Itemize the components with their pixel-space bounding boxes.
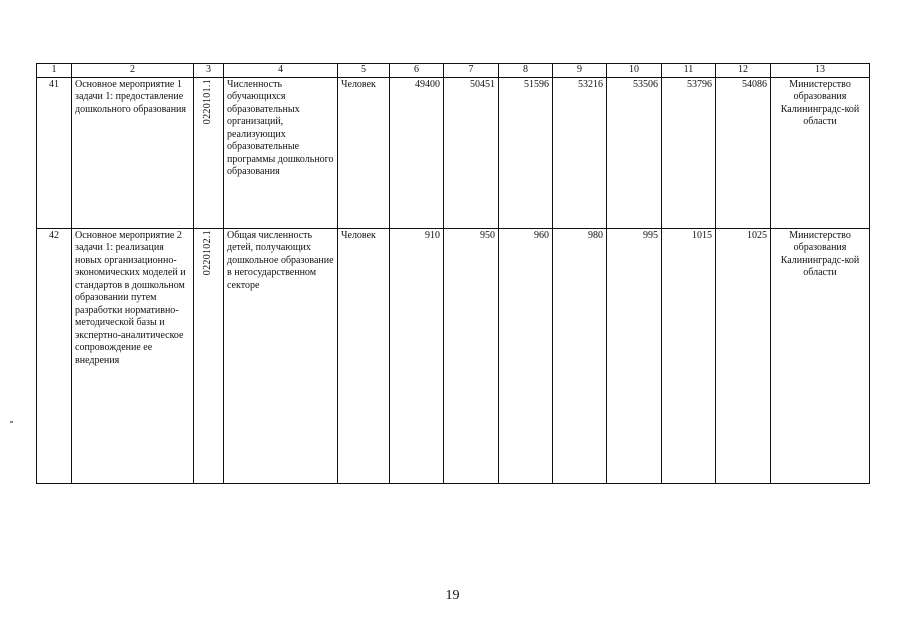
row-number: 41 [37, 77, 72, 228]
code-cell [194, 228, 224, 483]
activity-code: 0220102.1 [202, 229, 214, 275]
column-number: 3 [194, 64, 224, 78]
table-row [37, 228, 870, 483]
code-cell [194, 77, 224, 228]
column-number: 4 [224, 64, 338, 78]
value-cell: 53796 [662, 77, 716, 228]
activity-cell: Основное мероприятие 2 задачи 1: реализация новых организационно-экономических моделей и стандартов в дошкольном образовании путем разработки нормативно-методической базы и экспертно-аналитическое сопровождение ее внедрения [72, 228, 194, 483]
value-cell: 51596 [499, 77, 553, 228]
indicator-cell: Численность обучающихся образовательных организаций, реализующих образовательные программы дошкольного образования [224, 77, 338, 228]
value-cell: 54086 [716, 77, 771, 228]
value-cell: 50451 [444, 77, 499, 228]
column-number: 6 [390, 64, 444, 78]
value-cell: 1025 [716, 228, 771, 483]
value-cell: 53216 [553, 77, 607, 228]
column-number: 12 [716, 64, 771, 78]
row-number: 42 [37, 228, 72, 483]
column-number: 8 [499, 64, 553, 78]
column-number: 2 [72, 64, 194, 78]
column-number: 1 [37, 64, 72, 78]
unit-cell: Человек [338, 77, 390, 228]
activity-code: 0220101.1 [202, 78, 214, 124]
column-number: 10 [607, 64, 662, 78]
indicator-cell: Общая численность детей, получающих дошкольное образование в негосударственном секторе [224, 228, 338, 483]
table-row [37, 77, 870, 228]
margin-mark [10, 421, 13, 423]
unit-cell: Человек [338, 228, 390, 483]
value-cell: 980 [553, 228, 607, 483]
column-number: 5 [338, 64, 390, 78]
activity-cell: Основное мероприятие 1 задачи 1: предоставление дошкольного образования [72, 77, 194, 228]
column-number: 9 [553, 64, 607, 78]
column-number-row [37, 64, 870, 78]
value-cell: 1015 [662, 228, 716, 483]
column-number: 13 [771, 64, 870, 78]
value-cell: 910 [390, 228, 444, 483]
value-cell: 53506 [607, 77, 662, 228]
value-cell: 995 [607, 228, 662, 483]
indicators-table [36, 63, 870, 484]
responsible-cell: Министерство образования Калининградс-кой области [771, 228, 870, 483]
value-cell: 49400 [390, 77, 444, 228]
value-cell: 950 [444, 228, 499, 483]
column-number: 11 [662, 64, 716, 78]
column-number: 7 [444, 64, 499, 78]
responsible-cell: Министерство образования Калининградс-кой области [771, 77, 870, 228]
value-cell: 960 [499, 228, 553, 483]
page-number: 19 [445, 588, 460, 603]
